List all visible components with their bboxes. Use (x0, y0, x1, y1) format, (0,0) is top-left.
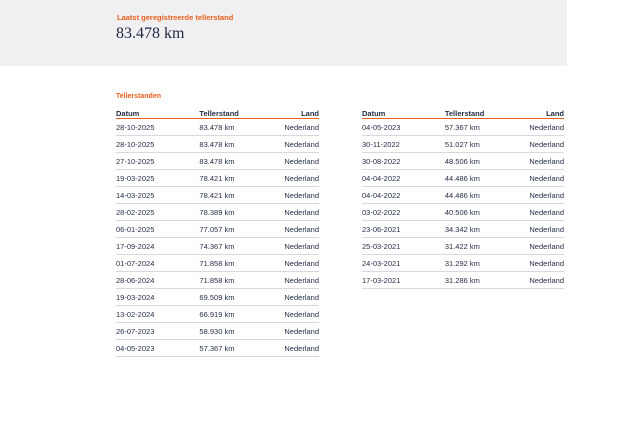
cell-country: Nederland (516, 221, 564, 238)
cell-km: 40.506 km (445, 204, 516, 221)
cell-country: Nederland (516, 119, 564, 136)
cell-km: 31.286 km (445, 272, 516, 289)
cell-date: 17-03-2021 (362, 272, 445, 289)
column-header-date: Datum (362, 106, 445, 119)
cell-country: Nederland (516, 255, 564, 272)
cell-country: Nederland (271, 187, 319, 204)
table-row (362, 136, 564, 153)
cell-km: 48.506 km (445, 153, 516, 170)
cell-km: 78.421 km (199, 170, 271, 187)
table-row (362, 119, 564, 136)
table-row (116, 170, 319, 187)
cell-date: 28-10-2025 (116, 136, 199, 153)
cell-date: 06-01-2025 (116, 221, 199, 238)
cell-country: Nederland (271, 153, 319, 170)
table-row (116, 238, 319, 255)
cell-date: 28-06-2024 (116, 272, 199, 289)
table-row (362, 187, 564, 204)
cell-date: 04-04-2022 (362, 170, 445, 187)
cell-country: Nederland (516, 170, 564, 187)
cell-date: 04-05-2023 (362, 119, 445, 136)
cell-country: Nederland (271, 136, 319, 153)
section-title: Tellerstanden (116, 93, 161, 100)
cell-date: 30-08-2022 (362, 153, 445, 170)
table-row (362, 170, 564, 187)
table-row (362, 272, 564, 289)
cell-km: 83.478 km (199, 119, 271, 136)
cell-date: 04-04-2022 (362, 187, 445, 204)
cell-date: 19-03-2024 (116, 289, 199, 306)
table-row (116, 119, 319, 136)
column-header-country: Land (271, 106, 319, 119)
cell-km: 83.478 km (199, 136, 271, 153)
cell-km: 44.486 km (445, 170, 516, 187)
cell-country: Nederland (271, 238, 319, 255)
cell-date: 17-09-2024 (116, 238, 199, 255)
cell-country: Nederland (271, 221, 319, 238)
cell-country: Nederland (271, 170, 319, 187)
table-row (362, 255, 564, 272)
cell-country: Nederland (271, 306, 319, 323)
cell-date: 13-02-2024 (116, 306, 199, 323)
table-header-row (116, 106, 319, 119)
table-row (116, 306, 319, 323)
table-header-row (362, 106, 564, 119)
odometer-label: Laatst geregistreerde tellerstand (117, 13, 234, 22)
cell-date: 03-02-2022 (362, 204, 445, 221)
cell-km: 78.389 km (199, 204, 271, 221)
cell-km: 57.367 km (199, 340, 271, 357)
cell-km: 77.057 km (199, 221, 271, 238)
cell-country: Nederland (516, 153, 564, 170)
table-row (116, 187, 319, 204)
cell-date: 28-10-2025 (116, 119, 199, 136)
column-header-country: Land (516, 106, 564, 119)
cell-km: 51.027 km (445, 136, 516, 153)
cell-country: Nederland (516, 187, 564, 204)
cell-country: Nederland (516, 272, 564, 289)
cell-km: 66.919 km (199, 306, 271, 323)
cell-date: 19-03-2025 (116, 170, 199, 187)
column-header-date: Datum (116, 106, 199, 119)
cell-km: 34.342 km (445, 221, 516, 238)
cell-km: 31.422 km (445, 238, 516, 255)
cell-km: 71.858 km (199, 272, 271, 289)
table-row (116, 136, 319, 153)
cell-date: 26-07-2023 (116, 323, 199, 340)
cell-date: 01-07-2024 (116, 255, 199, 272)
cell-date: 24-03-2021 (362, 255, 445, 272)
cell-km: 71.858 km (199, 255, 271, 272)
cell-country: Nederland (271, 323, 319, 340)
cell-km: 83.478 km (199, 153, 271, 170)
table-row (362, 204, 564, 221)
table-row (116, 153, 319, 170)
table-row (116, 272, 319, 289)
cell-date: 04-05-2023 (116, 340, 199, 357)
table-row (362, 153, 564, 170)
cell-country: Nederland (271, 272, 319, 289)
table-row (116, 255, 319, 272)
cell-country: Nederland (271, 289, 319, 306)
table-row (116, 204, 319, 221)
cell-date: 30-11-2022 (362, 136, 445, 153)
cell-km: 69.509 km (199, 289, 271, 306)
cell-km: 31.292 km (445, 255, 516, 272)
cell-country: Nederland (271, 119, 319, 136)
cell-date: 23-06-2021 (362, 221, 445, 238)
cell-km: 44.486 km (445, 187, 516, 204)
table-row (116, 289, 319, 306)
cell-km: 74.367 km (199, 238, 271, 255)
column-header-km: Tellerstand (199, 106, 271, 119)
odometer-value: 83.478 km (116, 25, 185, 42)
header-band (0, 0, 567, 66)
cell-km: 57.367 km (445, 119, 516, 136)
table-row (116, 323, 319, 340)
cell-country: Nederland (516, 204, 564, 221)
cell-country: Nederland (516, 238, 564, 255)
table-row (116, 221, 319, 238)
cell-country: Nederland (271, 340, 319, 357)
cell-country: Nederland (271, 255, 319, 272)
cell-country: Nederland (271, 204, 319, 221)
cell-country: Nederland (516, 136, 564, 153)
table-row (362, 221, 564, 238)
cell-date: 28-02-2025 (116, 204, 199, 221)
odometer-table-right (362, 106, 564, 289)
odometer-table-left (116, 106, 319, 357)
cell-date: 14-03-2025 (116, 187, 199, 204)
cell-date: 25-03-2021 (362, 238, 445, 255)
column-header-km: Tellerstand (445, 106, 516, 119)
cell-date: 27-10-2025 (116, 153, 199, 170)
cell-km: 58.930 km (199, 323, 271, 340)
table-row (116, 340, 319, 357)
cell-km: 78.421 km (199, 187, 271, 204)
table-row (362, 238, 564, 255)
